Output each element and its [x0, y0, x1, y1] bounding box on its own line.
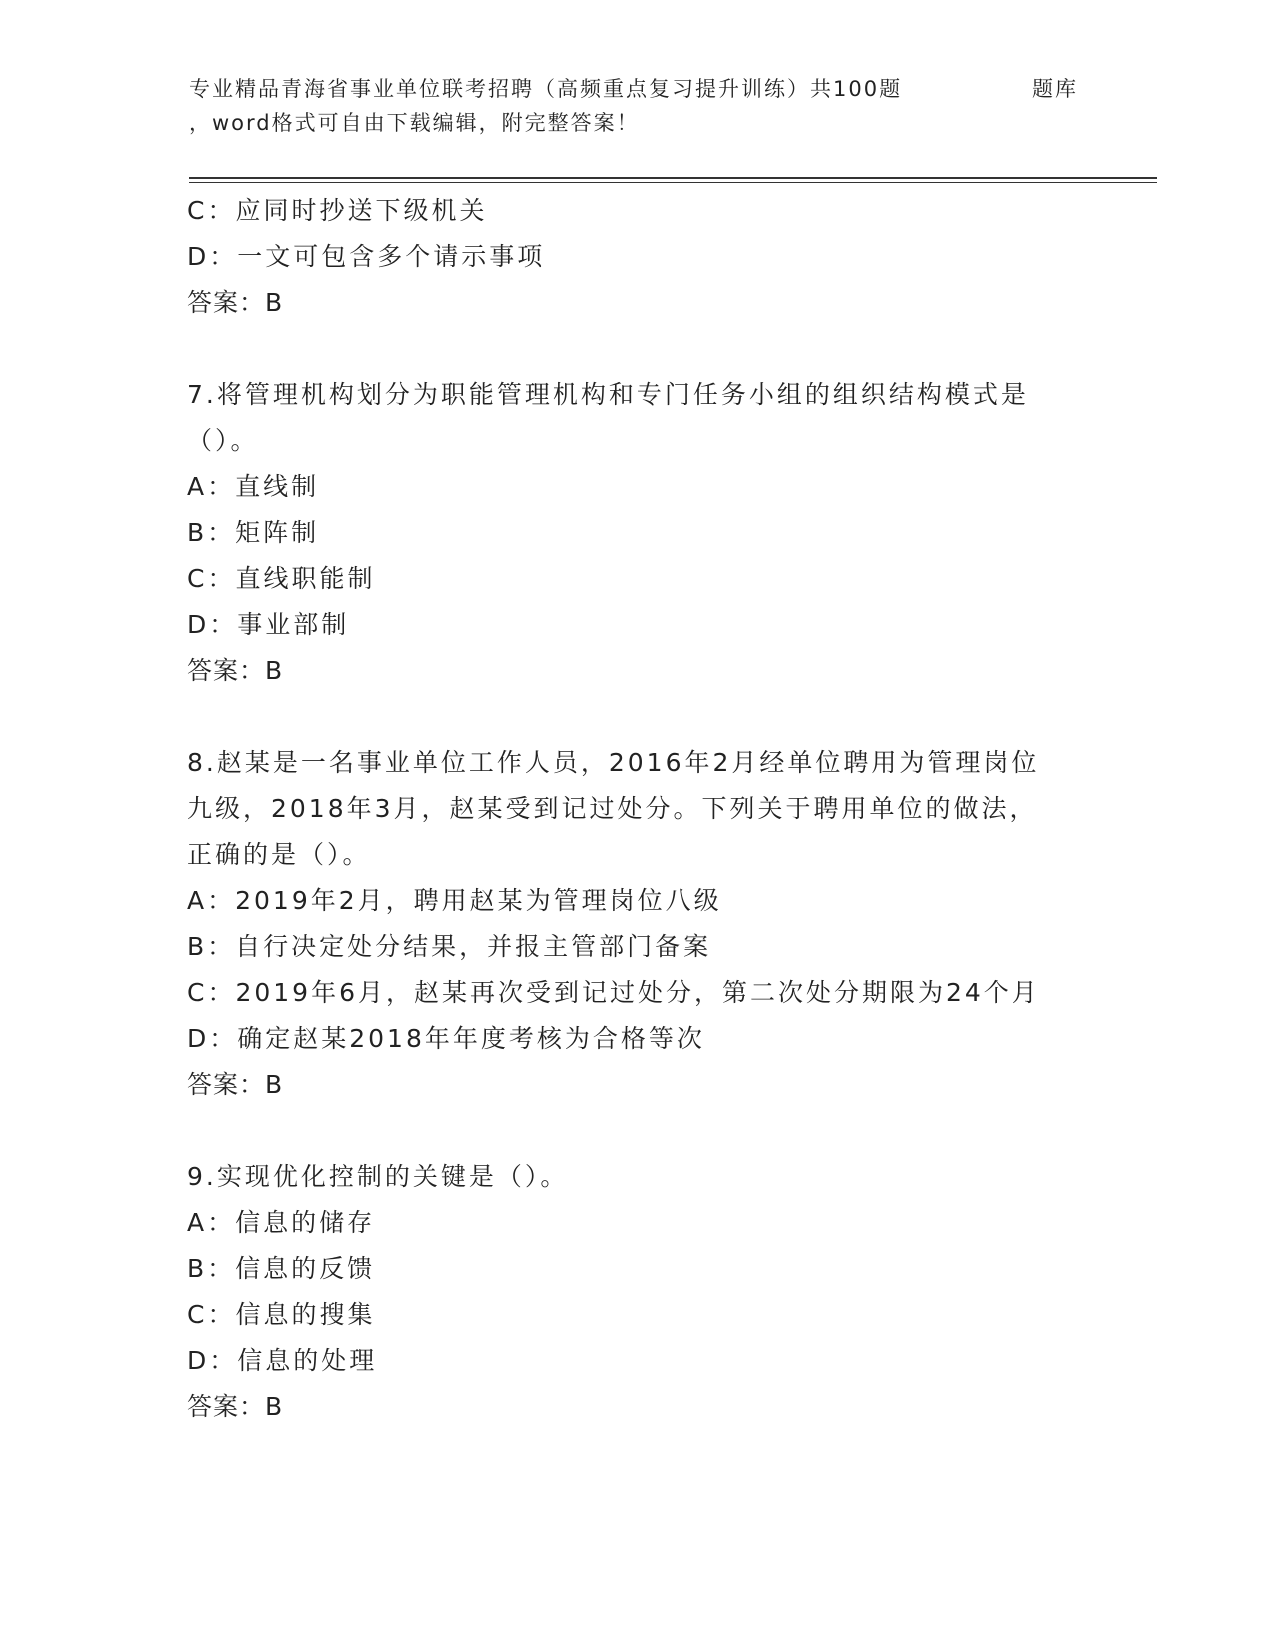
answer-line: 答案：B	[187, 288, 284, 317]
answer-line: 答案：B	[187, 656, 284, 685]
question-stem-line: 8.赵某是一名事业单位工作人员，2016年2月经单位聘用为管理岗位	[187, 748, 1040, 777]
page-header	[189, 72, 1089, 140]
option-b: B：自行决定处分结果，并报主管部门备案	[187, 932, 712, 961]
option-c: C：直线职能制	[187, 564, 376, 593]
option-a: A：直线制	[187, 472, 320, 501]
question-stem-line: 正确的是（）。	[187, 840, 371, 869]
question-block-6	[187, 188, 1087, 326]
option-c: C：应同时抄送下级机关	[187, 196, 488, 225]
option-d: D：事业部制	[187, 610, 350, 639]
question-stem-line: 9.实现优化控制的关键是（）。	[187, 1162, 569, 1191]
option-b: B：信息的反馈	[187, 1254, 376, 1283]
option-c: C：2019年6月，赵某再次受到记过处分，第二次处分期限为24个月	[187, 978, 1040, 1007]
header-subtitle: ，word格式可自由下载编辑，附完整答案！	[189, 111, 640, 135]
header-divider-thin	[189, 182, 1157, 183]
question-block-7	[187, 372, 1087, 694]
question-block-8	[187, 740, 1087, 1108]
header-divider-thick	[189, 177, 1157, 179]
spacer	[187, 326, 1087, 372]
header-title-line	[189, 72, 1089, 106]
header-tag: 题库	[1032, 77, 1078, 101]
question-stem-line: （）。	[187, 426, 259, 455]
question-stem-line: 九级，2018年3月，赵某受到记过处分。下列关于聘用单位的做法，	[187, 794, 1038, 823]
header-title: 专业精品青海省事业单位联考招聘（高频重点复习提升训练）共100题	[189, 77, 903, 101]
question-stem-line: 7.将管理机构划分为职能管理机构和专门任务小组的组织结构模式是	[187, 380, 1029, 409]
answer-line: 答案：B	[187, 1392, 284, 1421]
option-b: B：矩阵制	[187, 518, 320, 547]
question-block-9	[187, 1154, 1087, 1430]
option-c: C：信息的搜集	[187, 1300, 376, 1329]
option-d: D：一文可包含多个请示事项	[187, 242, 546, 271]
question-list	[187, 188, 1087, 1430]
spacer	[187, 1108, 1087, 1154]
answer-line: 答案：B	[187, 1070, 284, 1099]
option-a: A：信息的储存	[187, 1208, 376, 1237]
option-a: A：2019年2月，聘用赵某为管理岗位八级	[187, 886, 722, 915]
spacer	[187, 694, 1087, 740]
option-d: D：信息的处理	[187, 1346, 378, 1375]
option-d: D：确定赵某2018年年度考核为合格等次	[187, 1024, 705, 1053]
